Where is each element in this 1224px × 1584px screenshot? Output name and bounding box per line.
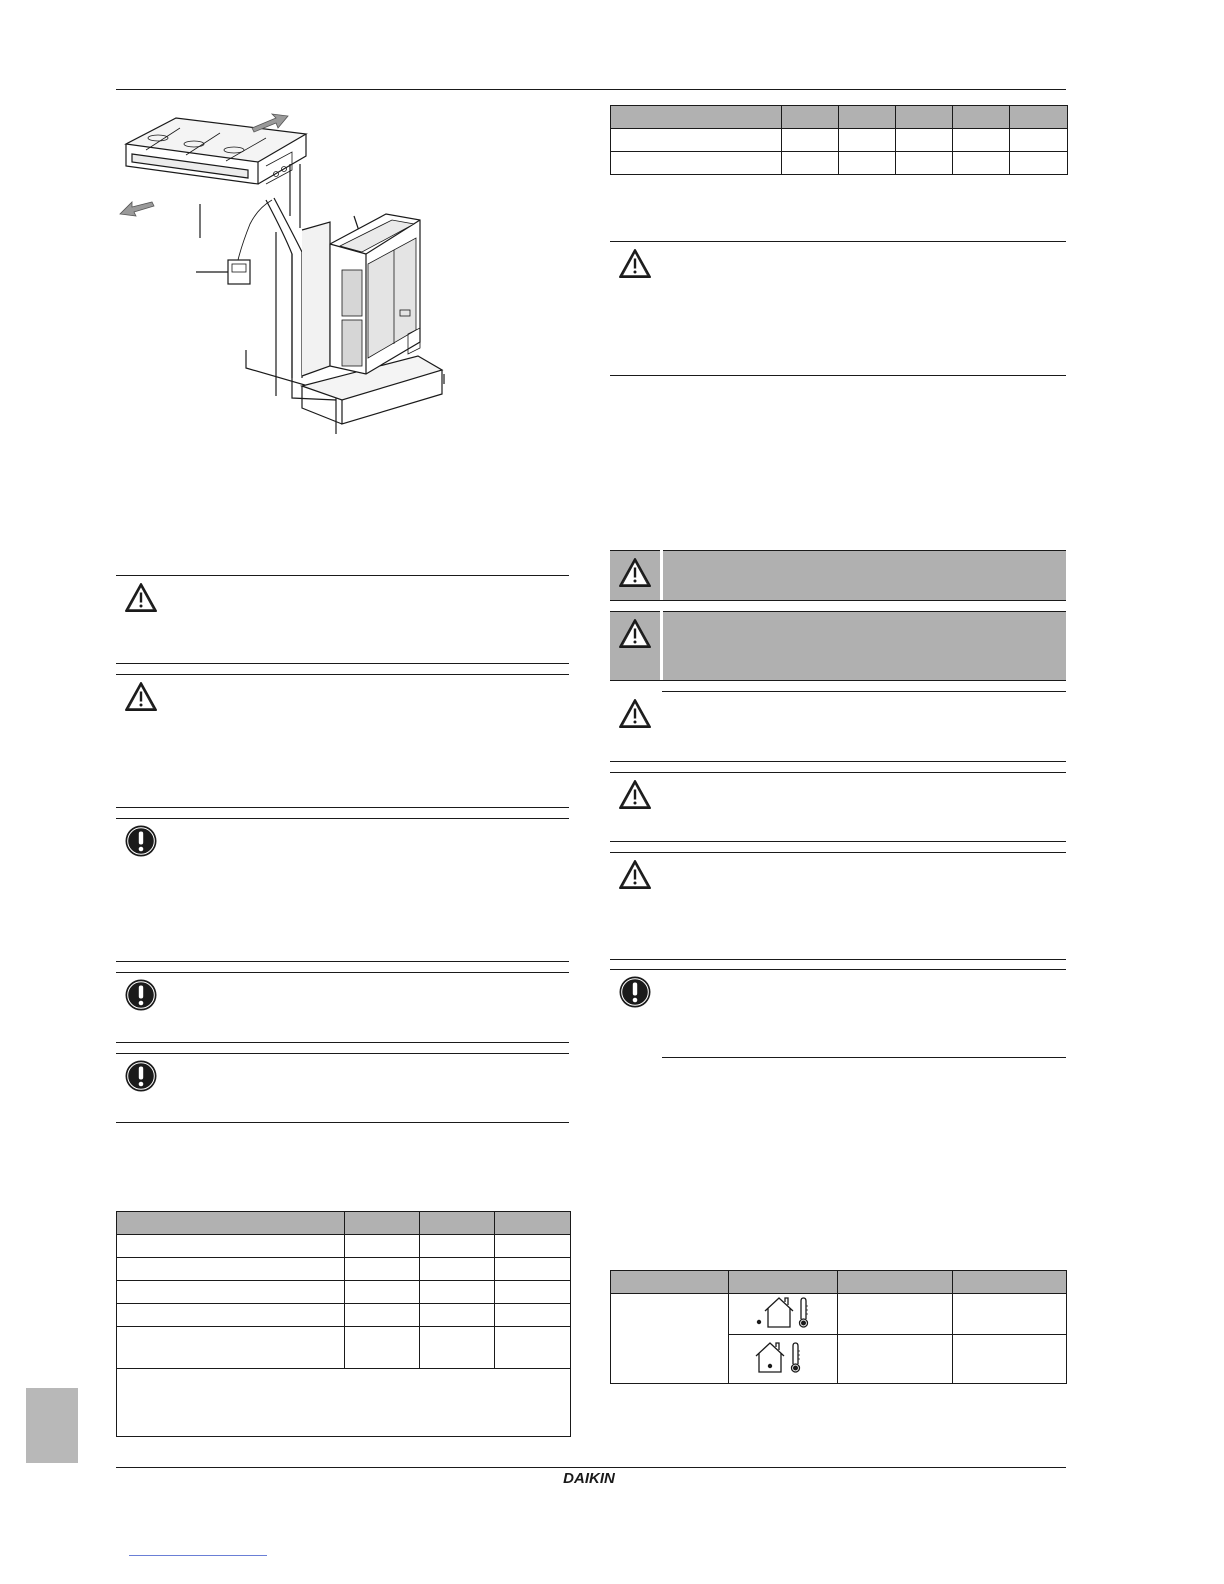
table-header-cell bbox=[838, 1271, 953, 1294]
notice-icon bbox=[124, 824, 158, 858]
notice-callout-1 bbox=[116, 818, 569, 962]
table-row bbox=[117, 1327, 571, 1369]
table-row bbox=[611, 152, 1068, 175]
table-cell bbox=[420, 1235, 495, 1258]
warning-callout-right-2 bbox=[610, 691, 1066, 762]
notice-icon bbox=[124, 978, 158, 1012]
table-header-cell bbox=[953, 106, 1010, 129]
installation-illustration bbox=[116, 104, 462, 434]
table-header-cell bbox=[782, 106, 839, 129]
warning-callout-right-4 bbox=[610, 852, 1066, 960]
table-cell bbox=[1010, 152, 1068, 175]
table-header-cell bbox=[611, 106, 782, 129]
notice-icon bbox=[618, 975, 652, 1009]
table-header-cell bbox=[953, 1271, 1067, 1294]
table-header-cell bbox=[420, 1212, 495, 1235]
house-thermometer-outside-icon bbox=[753, 1295, 813, 1331]
table-header-cell bbox=[117, 1212, 345, 1235]
table-icon-cell bbox=[729, 1294, 838, 1335]
daikin-logo bbox=[552, 1470, 626, 1486]
table-cell bbox=[953, 152, 1010, 175]
table-cell bbox=[611, 1294, 729, 1384]
table-cell bbox=[117, 1327, 345, 1369]
table-cell bbox=[117, 1281, 345, 1304]
brand-name: DAIKIN bbox=[563, 1470, 615, 1486]
table-cell bbox=[117, 1258, 345, 1281]
side-chapter-tab bbox=[26, 1388, 78, 1463]
table-cell bbox=[896, 129, 953, 152]
table-header-cell bbox=[1010, 106, 1068, 129]
right-bottom-data-table bbox=[610, 1270, 1067, 1384]
right-top-data-table bbox=[610, 105, 1068, 175]
table-icon-cell bbox=[729, 1335, 838, 1384]
table-note-row bbox=[117, 1369, 571, 1437]
table-row bbox=[611, 129, 1068, 152]
table-cell bbox=[345, 1235, 420, 1258]
table-cell bbox=[345, 1258, 420, 1281]
table-cell bbox=[420, 1258, 495, 1281]
table-cell bbox=[117, 1304, 345, 1327]
warning-icon bbox=[618, 617, 652, 651]
warning-icon bbox=[618, 247, 652, 281]
notice-callout-2 bbox=[116, 972, 569, 1043]
table-cell bbox=[953, 1335, 1067, 1384]
table-cell bbox=[420, 1327, 495, 1369]
shaded-warning-callout-1 bbox=[610, 550, 1066, 601]
table-cell bbox=[953, 1294, 1067, 1335]
table-cell bbox=[495, 1235, 571, 1258]
table-cell bbox=[896, 152, 953, 175]
table-cell bbox=[782, 129, 839, 152]
link-underline[interactable] bbox=[129, 1555, 267, 1556]
table-header-cell bbox=[345, 1212, 420, 1235]
table-cell bbox=[345, 1304, 420, 1327]
notice-callout-right-1 bbox=[610, 969, 1066, 1058]
table-row bbox=[117, 1258, 571, 1281]
table-row bbox=[117, 1281, 571, 1304]
warning-icon bbox=[124, 581, 158, 615]
footer-rule bbox=[116, 1467, 1066, 1468]
table-row bbox=[611, 1294, 1067, 1335]
warning-callout-right-3 bbox=[610, 772, 1066, 842]
table-row bbox=[117, 1304, 571, 1327]
header-rule bbox=[116, 89, 1066, 90]
notice-icon bbox=[124, 1059, 158, 1093]
table-cell bbox=[345, 1281, 420, 1304]
table-cell bbox=[495, 1258, 571, 1281]
warning-icon bbox=[124, 680, 158, 714]
warning-callout-1 bbox=[116, 575, 569, 664]
shaded-warning-callout-2 bbox=[610, 611, 1066, 681]
warning-callout-right-1 bbox=[610, 241, 1066, 376]
warning-icon bbox=[618, 778, 652, 812]
table-header-cell bbox=[896, 106, 953, 129]
table-cell bbox=[117, 1235, 345, 1258]
table-cell bbox=[782, 152, 839, 175]
warning-callout-2 bbox=[116, 674, 569, 808]
warning-icon bbox=[618, 556, 652, 590]
table-cell bbox=[838, 1335, 953, 1384]
table-cell bbox=[953, 129, 1010, 152]
warning-icon bbox=[618, 697, 652, 731]
table-cell bbox=[838, 1294, 953, 1335]
warning-icon bbox=[618, 858, 652, 892]
table-header-cell bbox=[611, 1271, 729, 1294]
table-cell bbox=[611, 129, 782, 152]
table-cell bbox=[420, 1304, 495, 1327]
table-cell bbox=[345, 1327, 420, 1369]
notice-callout-3 bbox=[116, 1053, 569, 1123]
house-thermometer-inside-icon bbox=[753, 1340, 813, 1376]
table-header-cell bbox=[729, 1271, 838, 1294]
table-cell bbox=[839, 129, 896, 152]
table-cell bbox=[495, 1304, 571, 1327]
left-data-table bbox=[116, 1211, 571, 1437]
table-row bbox=[117, 1235, 571, 1258]
table-cell bbox=[495, 1281, 571, 1304]
table-cell bbox=[611, 152, 782, 175]
table-cell bbox=[495, 1327, 571, 1369]
table-cell bbox=[839, 152, 896, 175]
table-cell bbox=[1010, 129, 1068, 152]
table-header-cell bbox=[839, 106, 896, 129]
table-note bbox=[117, 1369, 571, 1437]
table-header-cell bbox=[495, 1212, 571, 1235]
table-cell bbox=[420, 1281, 495, 1304]
